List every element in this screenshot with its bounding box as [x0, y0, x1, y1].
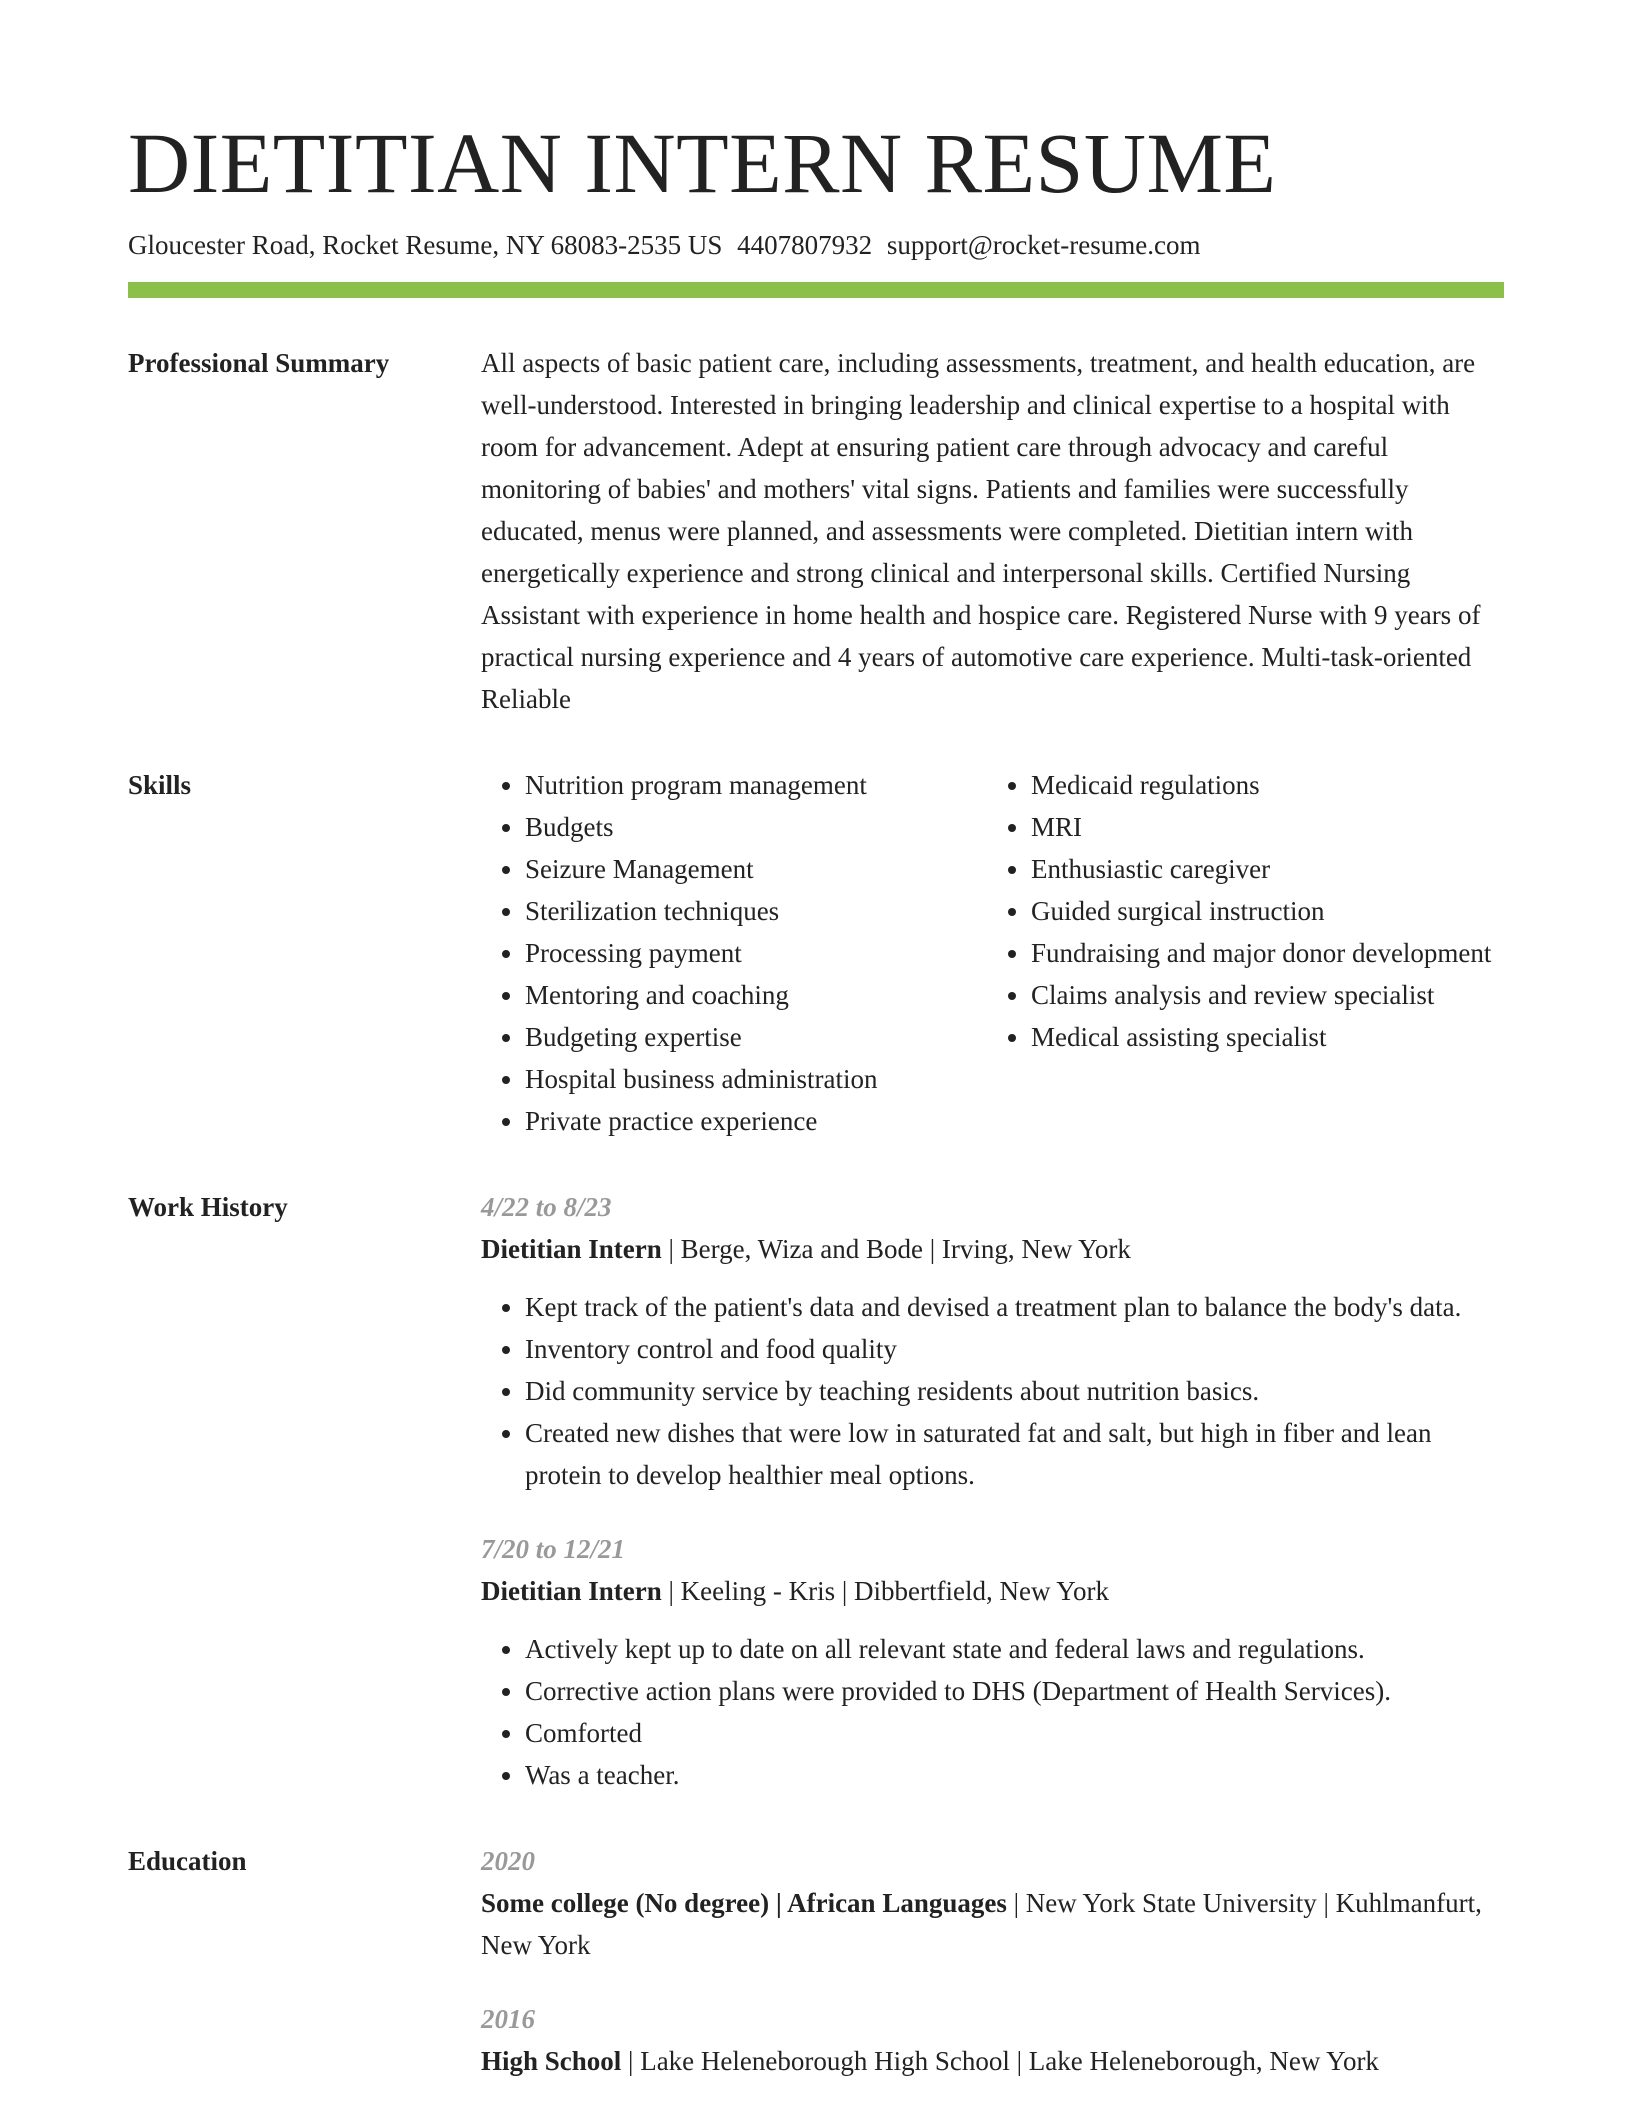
education-body: [481, 1840, 1504, 2082]
education-heading-line: [481, 1882, 1504, 1966]
resume-title: DIETITIAN INTERN RESUME: [128, 115, 1277, 211]
skill-item: • Fundraising and major donor development: [1031, 932, 1504, 974]
job-entry: [481, 1186, 1504, 1496]
job-employer-location: | Keeling - Kris | Dibbertfield, New York: [661, 1576, 1109, 1606]
contact-email: support@rocket-resume.com: [886, 230, 1201, 260]
skill-item: • Seizure Management: [525, 848, 987, 890]
header-divider: [128, 282, 1504, 298]
skills-column-right: [987, 764, 1504, 1142]
education-entry: [481, 1998, 1504, 2082]
skill-item: • Medical assisting specialist: [1031, 1016, 1504, 1058]
job-bullet: • Corrective action plans were provided to DHS (Department of Health Services).: [525, 1670, 1504, 1712]
work-history-body: [481, 1186, 1504, 1796]
job-title: Dietitian Intern: [481, 1576, 662, 1606]
work-history-section: [128, 1186, 1504, 1796]
summary-text: All aspects of basic patient care, including assessments, treatment, and health education, are well-understood. Interested in bringing leadership and clinical expertise to a hospital with room for advancement. Adept at ensuring patient care through advocacy and careful monitoring of babies' and mothers' vital signs. Patients and families were successfully educated, menus were planned, and assessments were completed. Dietitian intern with energetically experience and strong clinical and interpersonal skills. Certified Nursing Assistant with experience in home health and hospice care. Registered Nurse with 9 years of practical nursing experience and 4 years of automotive care experience. Multi-task-oriented Reliable: [481, 348, 1481, 714]
summary-heading: Professional Summary: [128, 348, 390, 378]
summary-section: [128, 342, 1504, 720]
skill-item: • Processing payment: [525, 932, 987, 974]
skill-item: • Claims analysis and review specialist: [1031, 974, 1504, 1016]
skill-item: • Private practice experience: [525, 1100, 987, 1142]
job-title: Dietitian Intern: [481, 1234, 662, 1264]
job-bullet: • Was a teacher.: [525, 1754, 1504, 1796]
job-heading: [481, 1570, 1504, 1612]
work-history-heading: Work History: [128, 1192, 288, 1222]
skill-item: • Hospital business administration: [525, 1058, 987, 1100]
skills-column-left: [481, 764, 987, 1142]
skill-item: • Sterilization techniques: [525, 890, 987, 932]
skill-item: • Guided surgical instruction: [1031, 890, 1504, 932]
education-year: 2020: [481, 1846, 535, 1876]
job-bullet: • Comforted: [525, 1712, 1504, 1754]
education-school-location: | Lake Heleneborough High School | Lake Heleneborough, New York: [621, 2046, 1379, 2076]
skills-heading: Skills: [128, 770, 192, 800]
job-entry: [481, 1528, 1504, 1796]
job-employer-location: | Berge, Wiza and Bode | Irving, New York: [661, 1234, 1131, 1264]
skills-body: [481, 764, 1504, 1142]
job-bullet: • Created new dishes that were low in saturated fat and salt, but high in fiber and lean protein to develop healthier meal options.: [525, 1412, 1504, 1496]
education-section: [128, 1840, 1504, 2082]
skill-item: • MRI: [1031, 806, 1504, 848]
job-dates: 4/22 to 8/23: [481, 1192, 612, 1222]
contact-address: Gloucester Road, Rocket Resume, NY 68083-2535 US: [128, 230, 723, 260]
skill-item: • Nutrition program management: [525, 764, 987, 806]
education-degree: High School: [481, 2046, 622, 2076]
skill-item: • Mentoring and coaching: [525, 974, 987, 1016]
education-heading: Education: [128, 1846, 247, 1876]
education-heading-line: [481, 2040, 1504, 2082]
job-bullet: • Kept track of the patient's data and devised a treatment plan to balance the body's data.: [525, 1286, 1504, 1328]
summary-body: [481, 342, 1504, 720]
job-bullets: [481, 1628, 1504, 1796]
contact-line: [128, 228, 1504, 262]
job-bullet: • Actively kept up to date on all relevant state and federal laws and regulations.: [525, 1628, 1504, 1670]
job-dates: 7/20 to 12/21: [481, 1534, 626, 1564]
job-bullet: • Inventory control and food quality: [525, 1328, 1504, 1370]
skill-item: • Budgets: [525, 806, 987, 848]
education-degree: Some college (No degree) | African Languages: [481, 1888, 1007, 1918]
job-bullet: • Did community service by teaching residents about nutrition basics.: [525, 1370, 1504, 1412]
skill-item: • Budgeting expertise: [525, 1016, 987, 1058]
skill-item: • Medicaid regulations: [1031, 764, 1504, 806]
job-heading: [481, 1228, 1504, 1270]
skill-item: • Enthusiastic caregiver: [1031, 848, 1504, 890]
education-entry: [481, 1840, 1504, 1966]
job-bullets: [481, 1286, 1504, 1496]
education-school-location: | New York State University | Kuhlmanfurt, New York: [481, 1888, 1482, 1960]
skills-section: [128, 764, 1504, 1142]
contact-phone: 4407807932: [737, 230, 873, 260]
education-year: 2016: [481, 2004, 535, 2034]
